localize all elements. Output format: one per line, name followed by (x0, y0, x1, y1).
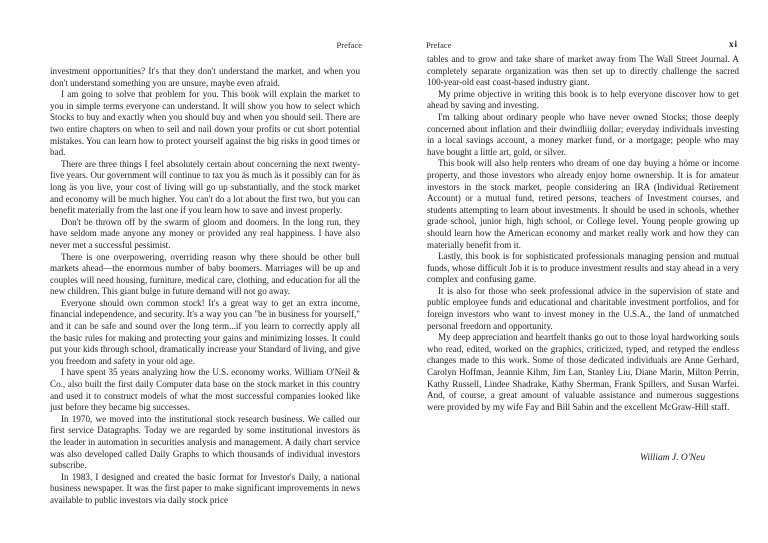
paragraph: It is also for those who seek professional advice in the supervision of state and public employee funds and educational and charitable investment portfolios, and for foreign investors who want to invest money in the U.S.A., the land of unmatched personal freedorn and opportunity. (427, 285, 739, 331)
paragraph: Lastly, this book is for sophisticated professionals managing pension and mutual funds, whose difficult Job it is to produce investment results and stay ahead in a very complex and confusing game. (427, 251, 739, 285)
right-page (384, 0, 768, 543)
paragraph: There are three things I feel absolutely certain about concerning the next twenty-five years. Our government will continue to tax you äs much äs it possibly can for äs long äs you live, your cost of living will go up substantially, and the stock market and economy will be much higher. You can't do a lot about the first two, but you can benefit materially from the last one if you learn how to save and invest properly. (50, 158, 360, 216)
paragraph: investment opportunities? It's that they don't understand the market, and when you don't understand something you are unsure, maybe even afraid. (50, 66, 360, 88)
author-signature: William J. O'Neu (640, 453, 706, 463)
paragraph: In 1983, I designed and created the basic format for Investor's Daily, a national business newspaper. It was the first paper to make significant improvements in news available to public investors via daily stock price (50, 471, 360, 505)
paragraph: There is one overpowering, overriding reason why there should be other bull markets ahead—the enormous number of baby boomers. Marriages will be up and couples will need housing, furniture, medical care, clothing, and education for all the new children. This giant bulge in future demand will not go away. (50, 251, 360, 297)
paragraph: My deep appreciation and heartfelt thanks go out to those loyal hardworking souls who read, edited, worked on the graphics, criticized, typed, and retyped the endless changes made to this work. Some of those dedicated individuals are Anne Gerhard, Carolyn Hoffman, Jeannie Kihm, Jim Lan, Stanley Liu, Diane Marin, Milton Perrin, Kathy Russell, Lindee Shadrake, Kathy Sherman, Frank Spillers, and Susan Warfei. And, of course, a great amount of valuable assistance and numerous suggestions were provided by my wife Fay and Bill Sabin and the excellent McGraw-Hill staff. (427, 332, 739, 412)
paragraph: This book will also help renters who dream of one day buying a höme or income property, and those investors who already enjoy home ownership. It is for amateur investors in the stock market, people considering an IRA (Individual Retirement Account) or a mutual fund, retired persons, teachers of Investment courses, and students attempting to learn about investments. It should be used in schools, whether grade school, junior high, high school, or College level. Young people growing up should learn how the American economy and market really work and how they can materially benefit from it. (427, 158, 739, 250)
body-text (50, 66, 360, 507)
paragraph: I am going to solve that problem for you. This book will explain the market to you in simple terms everyone can understand. It will show you how to select which Stocks to buy and exactly when you should buy and when you should seil. There are two entire chapters on when to seil and nail down your profits or cut short potential mistakes. You can learn how to protect yourself against the big risks in good times or bad. (50, 89, 360, 158)
paragraph: My prime objective in writing this book is to help everyone discover how to get ahead by saving and investing. (427, 88, 739, 111)
paragraph: tables and to grow and take share of market away from The Wall Street Journal. A completely separate organization was then set up to directly challenge the sacred 100-year-old east coast-based industry giant. (427, 54, 739, 88)
paragraph: I'm talking about ordinary people who have never owned Stocks; those deeply concerned about inflation and their dwindliiig dollar; everyday individuals investing in a local savings account, a money market fund, or a mortgage; people who may have bought a little art, gold, or silver. (427, 111, 739, 157)
body-text (427, 54, 739, 413)
paragraph: I have spent 35 years analyzing how the U.S. economy works. William O'Neil & Co., also built the first daily Computer data base on the stock market in this country and used it to construct models of what the most successful companies looked like just before they became big successes. (50, 367, 360, 413)
paragraph: Everyone should own common stock! It's a great way to get an extra income, financial independence, and security. It's a way you can "be in business for yourself," and it can be safe and sound over the long term...if you learn to correctly apply all the basic rules for making and protecting your gains and minimizing losses. It could put your kids through school, dramatically increase your Standard of living, and give you freedom and safety in your old age. (50, 297, 360, 366)
running-head: Preface (426, 40, 452, 50)
page-number: xi (728, 39, 738, 49)
running-head: Preface (336, 40, 362, 50)
paragraph: Don't be thrown off by the swarm of gloom and doomers. In the long run, they have seldom made anyone any money or provided any real happiness. I have also never met a successful pessimist. (50, 216, 360, 250)
paragraph: In 1970, we moved into the institutional stock research business. We called our first service Datagraphs. Today we are regarded by some institutional investors äs the leader in automation in securities analysis and management. A daily chart service was also developed called Daily Graphs to which thousands of individual investors subscribe. (50, 413, 360, 471)
